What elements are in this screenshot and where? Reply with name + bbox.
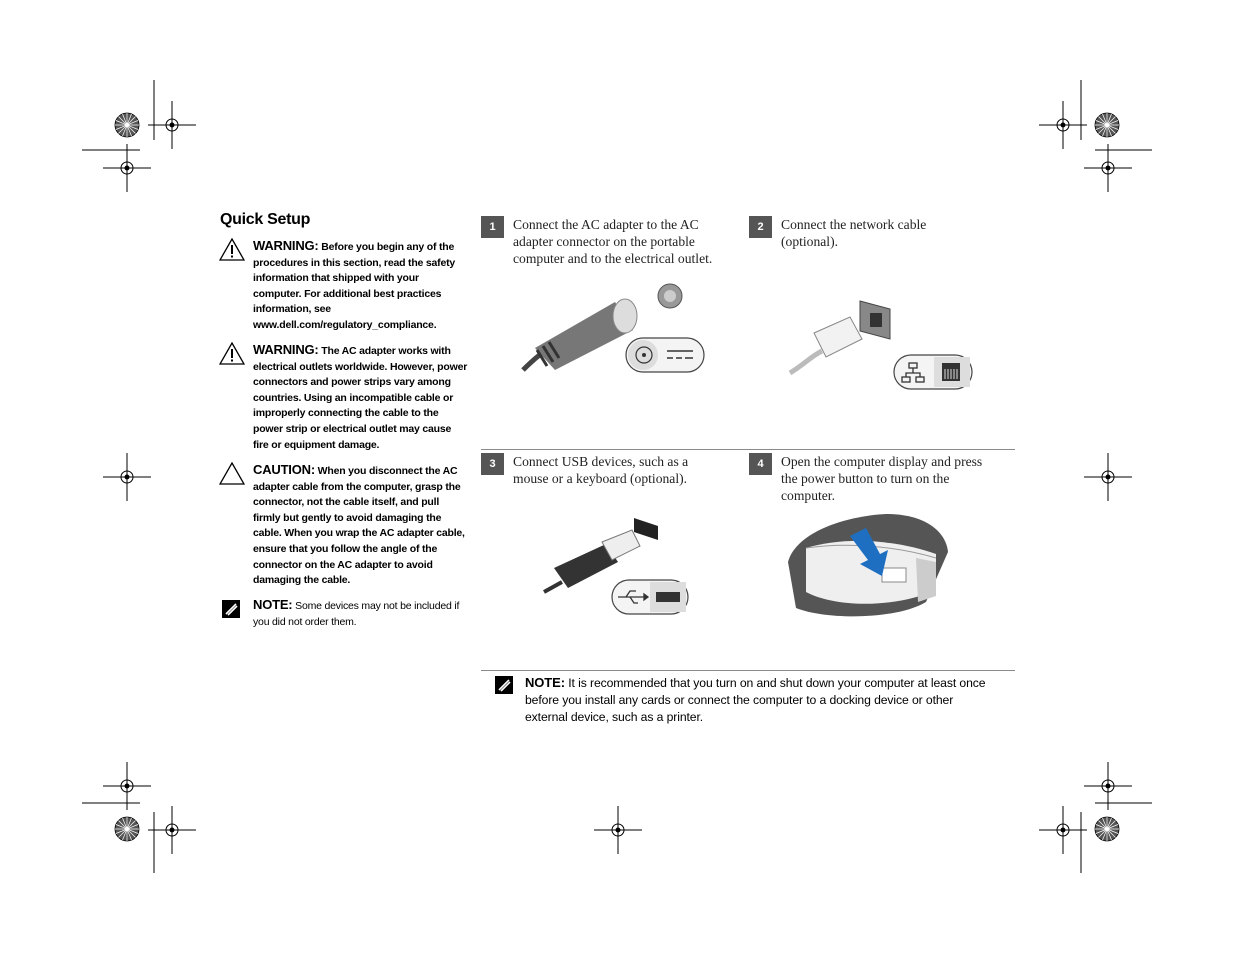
section-title: Quick Setup xyxy=(220,211,311,228)
notice-label: WARNING: xyxy=(253,342,319,357)
step-text: Connect the AC adapter to the AC adapter connector on the portable computer and to the electrical outlet. xyxy=(513,217,713,266)
notice-label: WARNING: xyxy=(253,238,319,253)
network-cable-illustration xyxy=(786,293,976,393)
step-text: Connect the network cable (optional). xyxy=(781,217,927,249)
step-number: 4 xyxy=(749,453,772,475)
note-label: NOTE: xyxy=(525,675,565,690)
note-text: It is recommended that you turn on and shut down your computer at least once before you install any cards or connect the computer to a docking device or other external device, such as a printer. xyxy=(525,676,986,724)
ac-adapter-illustration xyxy=(515,278,710,378)
divider xyxy=(481,449,1015,450)
notice-label: CAUTION: xyxy=(253,462,315,477)
warning-icon xyxy=(219,238,245,262)
step-number: 2 xyxy=(749,216,772,238)
notice-text: The AC adapter works with electrical outlets worldwide. However, power connectors and power strips vary among countries. Using an incompatible cable or improperly connecting the cable to the power strip or electrical outlet may cause fire or equipment damage. xyxy=(253,345,468,451)
warning-notice-2 xyxy=(219,342,469,453)
notice-text: Before you begin any of the procedures in this section, read the safety information that shipped with your computer. For additional best practices information, see www.dell.com/regulatory_compliance. xyxy=(253,241,456,331)
caution-notice xyxy=(219,462,469,589)
note-icon xyxy=(219,597,245,621)
usb-illustration xyxy=(540,512,692,616)
caution-icon xyxy=(219,462,245,486)
notice-text: Some devices may not be included if you did not order them. xyxy=(253,600,460,628)
step-text: Open the computer display and press the power button to turn on the computer. xyxy=(781,454,983,503)
warning-notice-1 xyxy=(219,238,469,334)
notice-label: NOTE: xyxy=(253,597,293,612)
note-icon xyxy=(493,674,515,696)
step-text: Connect USB devices, such as a mouse or a keyboard (optional). xyxy=(513,454,689,486)
notice-text: When you disconnect the AC adapter cable from the computer, grasp the connector, not the cable itself, and pull firmly but gently to avoid damaging the cable. When you wrap the AC adapter cable, ensure that you follow the angle of the connector on the AC adapter to avoid damaging the cable. xyxy=(253,465,465,587)
power-button-illustration xyxy=(786,512,951,622)
step-number: 1 xyxy=(481,216,504,238)
step-number: 3 xyxy=(481,453,504,475)
note-notice xyxy=(219,597,469,630)
divider xyxy=(481,670,1015,671)
bottom-note xyxy=(493,674,993,726)
warning-icon xyxy=(219,342,245,366)
